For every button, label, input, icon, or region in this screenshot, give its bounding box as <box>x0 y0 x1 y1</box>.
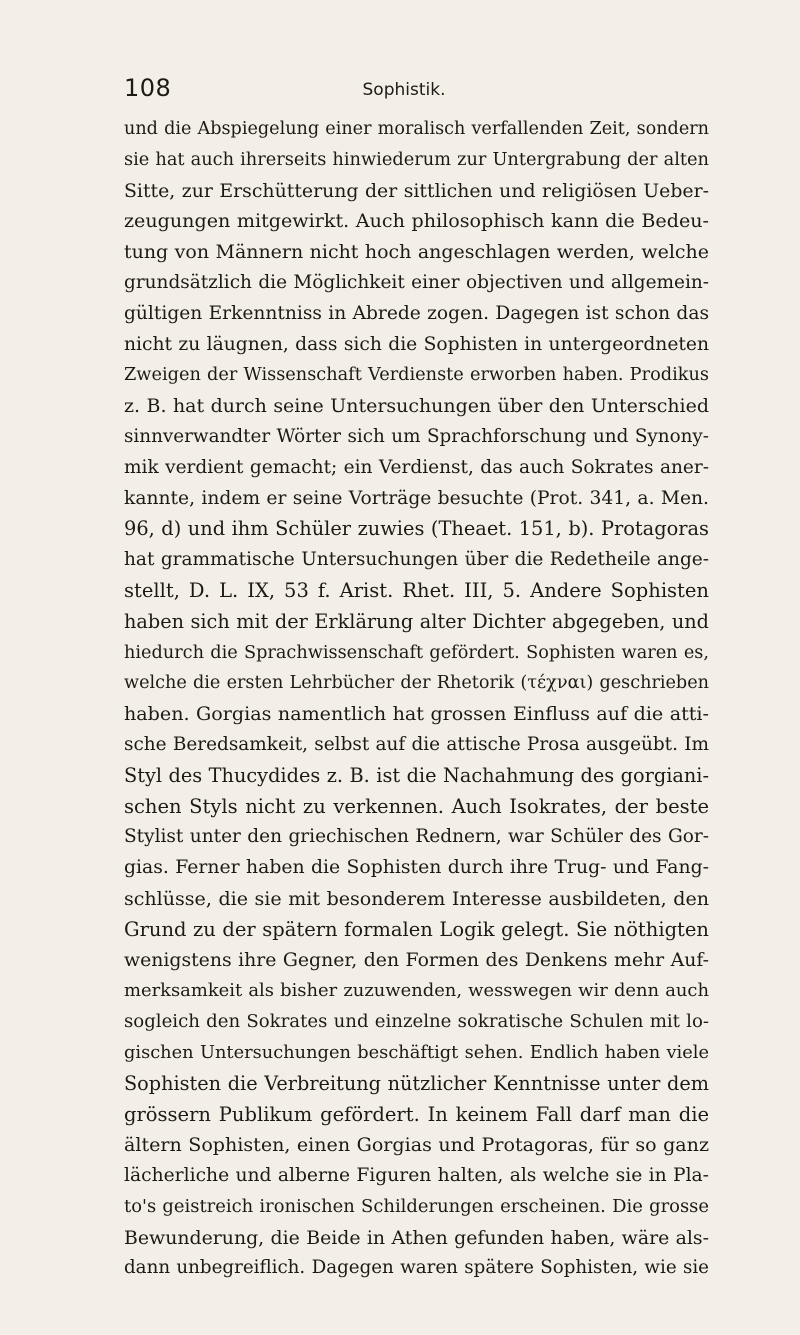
text-line: sogleich den Sokrates und einzelne sokratische Schulen mit lo- <box>124 1011 709 1033</box>
text-line: gischen Untersuchungen beschäftigt sehen. Endlich haben viele <box>124 1041 709 1063</box>
text-line: wenigstens ihre Gegner, den Formen des Denkens mehr Auf- <box>124 949 709 971</box>
body-text <box>124 114 709 1284</box>
text-line: z. B. hat durch seine Untersuchungen über den Unterschied <box>124 395 709 418</box>
text-line: gültigen Erkenntniss in Abrede zogen. Dagegen ist schon das <box>124 302 709 324</box>
text-line: haben. Gorgias namentlich hat grossen Einfluss auf die atti- <box>124 702 709 726</box>
text-line: sie hat auch ihrerseits hinwiederum zur Untergrabung der alten <box>124 148 709 170</box>
text-line: sinnverwandter Wörter sich um Sprachforschung und Synony- <box>124 425 709 447</box>
text-line: dann unbegreiflich. Dagegen waren spätere Sophisten, wie sie <box>124 1257 709 1279</box>
text-line: sche Beredsamkeit, selbst auf die attische Prosa ausgeübt. Im <box>124 733 709 755</box>
text-line: Grund zu der spätern formalen Logik gelegt. Sie nöthigten <box>124 917 709 941</box>
text-line: zeugungen mitgewirkt. Auch philosophisch kann die Bedeu- <box>124 209 709 233</box>
text-line: ältern Sophisten, einen Gorgias und Protagoras, für so ganz <box>124 1134 709 1157</box>
text-line: tung von Männern nicht hoch angeschlagen werden, welche <box>124 241 709 264</box>
text-line: Styl des Thucydides z. B. ist die Nachahmung des gorgiani- <box>124 763 709 787</box>
text-line: hat grammatische Untersuchungen über die Redetheile ange- <box>124 549 709 571</box>
text-line: hiedurch die Sprachwissenschaft gefördert. Sophisten waren es, <box>124 642 709 663</box>
text-line: schlüsse, die sie mit besonderem Interesse ausbildeten, den <box>124 887 709 910</box>
text-line: Bewunderung, die Beide in Athen gefunden haben, wäre als- <box>124 1226 709 1249</box>
text-line: Stylist unter den griechischen Rednern, war Schüler des Gor- <box>124 826 709 848</box>
text-line: 96, d) und ihm Schüler zuwies (Theaet. 151, b). Protagoras <box>124 517 709 541</box>
text-line: nicht zu läugnen, dass sich die Sophisten in untergeordneten <box>124 333 709 355</box>
running-head: Sophistik. <box>362 80 446 100</box>
text-line: stellt, D. L. IX, 53 f. Arist. Rhet. III, 5. Andere Sophisten <box>124 578 709 602</box>
text-line: to's geistreich ironischen Schilderungen erscheinen. Die grosse <box>124 1195 709 1217</box>
text-line: grundsätzlich die Möglichkeit einer objectiven und allgemein- <box>124 271 709 293</box>
text-line: Sophisten die Verbreitung nützlicher Kenntnisse unter dem <box>124 1071 709 1095</box>
page-number: 108 <box>124 74 172 102</box>
text-line: Zweigen der Wissenschaft Verdienste erworben haben. Prodikus <box>124 365 709 386</box>
text-line: kannte, indem er seine Vorträge besuchte (Prot. 341, a. Men. <box>124 487 709 509</box>
text-line: grössern Publikum gefördert. In keinem Fall darf man die <box>124 1102 709 1126</box>
text-line: schen Styls nicht zu verkennen. Auch Isokrates, der beste <box>124 794 709 818</box>
text-line: haben sich mit der Erklärung alter Dichter abgegeben, und <box>124 609 709 633</box>
text-line: mik verdient gemacht; ein Verdienst, das auch Sokrates aner- <box>124 456 709 478</box>
text-line: gias. Ferner haben die Sophisten durch ihre Trug- und Fang- <box>124 857 709 879</box>
text-line: lächerliche und alberne Figuren halten, als welche sie in Pla- <box>124 1165 709 1187</box>
text-line: merksamkeit als bisher zuzuwenden, wesswegen wir denn auch <box>124 980 709 1002</box>
page-header <box>124 74 684 110</box>
text-line: Sitte, zur Erschütterung der sittlichen und religiösen Ueber- <box>124 179 709 202</box>
text-line: welche die ersten Lehrbücher der Rhetorik (τέχναι) geschrieben <box>124 673 709 694</box>
text-line: und die Abspiegelung einer moralisch verfallenden Zeit, sondern <box>124 119 709 139</box>
